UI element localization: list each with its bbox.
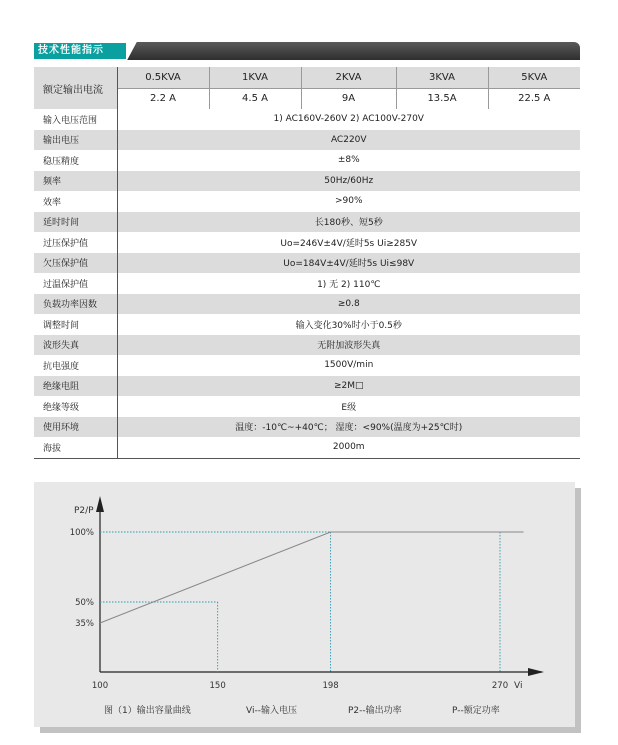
section-header-bar bbox=[122, 42, 580, 60]
row-label: 输入电压范围 bbox=[34, 109, 117, 130]
caption-p2: P2--输出功率 bbox=[348, 706, 402, 716]
current-cell: 9A bbox=[301, 88, 396, 109]
caption-p: P--额定功率 bbox=[452, 706, 500, 716]
row-label: 海拔 bbox=[34, 437, 117, 458]
table-row bbox=[34, 273, 580, 294]
spec-table bbox=[34, 67, 580, 459]
header-label: 额定输出电流 bbox=[34, 67, 117, 109]
row-value: 1500V/min bbox=[117, 355, 580, 376]
section-title: 技术性能指示 bbox=[34, 43, 126, 59]
row-label: 波形失真 bbox=[34, 335, 117, 356]
row-value: 50Hz/60Hz bbox=[117, 171, 580, 192]
table-row bbox=[34, 314, 580, 335]
capacity-cell: 2KVA bbox=[301, 67, 396, 88]
row-value: 1) AC160V-260V 2) AC100V-270V bbox=[117, 109, 580, 130]
table-row bbox=[34, 396, 580, 417]
table-row bbox=[34, 130, 580, 151]
x-axis-label: Vi bbox=[514, 681, 523, 691]
row-value: Uo=246V±4V/延时5s Ui≥285V bbox=[117, 232, 580, 253]
caption-figure: 图（1）输出容量曲线 bbox=[104, 706, 191, 716]
x-axis-arrow bbox=[528, 668, 544, 676]
capacity-cell: 5KVA bbox=[488, 67, 580, 88]
y-tick-label: 50% bbox=[75, 598, 94, 608]
row-label: 抗电强度 bbox=[34, 355, 117, 376]
row-value: ≥2M□ bbox=[117, 376, 580, 397]
table-row bbox=[34, 253, 580, 274]
table-row bbox=[34, 232, 580, 253]
table-row bbox=[34, 109, 580, 130]
y-tick-label: 35% bbox=[75, 619, 94, 629]
table-row bbox=[34, 294, 580, 315]
x-tick-label: 100 bbox=[91, 681, 109, 691]
capacity-cell: 1KVA bbox=[209, 67, 301, 88]
table-row bbox=[34, 212, 580, 233]
current-cell: 22.5 A bbox=[488, 88, 580, 109]
capacity-curve bbox=[100, 532, 524, 623]
table-row bbox=[34, 376, 580, 397]
row-value: Uo=184V±4V/延时5s Ui≤98V bbox=[117, 253, 580, 274]
capacity-cell: 0.5KVA bbox=[117, 67, 209, 88]
table-row bbox=[34, 150, 580, 171]
x-tick-label: 150 bbox=[209, 681, 226, 691]
row-value: 无附加波形失真 bbox=[117, 335, 580, 356]
output-capacity-chart bbox=[34, 482, 575, 727]
current-cell: 4.5 A bbox=[209, 88, 301, 109]
row-value: 长180秒、短5秒 bbox=[117, 212, 580, 233]
current-cell: 13.5A bbox=[396, 88, 488, 109]
row-label: 使用环境 bbox=[34, 417, 117, 438]
row-value: ±8% bbox=[117, 150, 580, 171]
row-value: AC220V bbox=[117, 130, 580, 151]
table-row bbox=[34, 437, 580, 458]
row-value: 输入变化30%时小于0.5秒 bbox=[117, 314, 580, 335]
row-value: 温度：-10℃~+40℃； 湿度：<90%(温度为+25℃时) bbox=[117, 417, 580, 438]
y-axis-arrow bbox=[96, 496, 104, 512]
row-label: 负载功率因数 bbox=[34, 294, 117, 315]
row-label: 绝缘等级 bbox=[34, 396, 117, 417]
row-value: 1) 无 2) 110℃ bbox=[117, 273, 580, 294]
row-value: ≥0.8 bbox=[117, 294, 580, 315]
row-value: 2000m bbox=[117, 437, 580, 458]
row-label: 欠压保护值 bbox=[34, 253, 117, 274]
x-tick-label: 198 bbox=[322, 681, 339, 691]
row-label: 频率 bbox=[34, 171, 117, 192]
row-label: 效率 bbox=[34, 191, 117, 212]
row-label: 延时时间 bbox=[34, 212, 117, 233]
row-label: 调整时间 bbox=[34, 314, 117, 335]
caption-vi: Vi--输入电压 bbox=[246, 706, 297, 716]
row-value: E级 bbox=[117, 396, 580, 417]
row-label: 过温保护值 bbox=[34, 273, 117, 294]
y-axis-label: P2/P bbox=[74, 506, 94, 516]
y-tick-label: 100% bbox=[69, 528, 94, 538]
row-label: 过压保护值 bbox=[34, 232, 117, 253]
table-row bbox=[34, 355, 580, 376]
table-row bbox=[34, 417, 580, 438]
row-value: >90% bbox=[117, 191, 580, 212]
table-row bbox=[34, 191, 580, 212]
row-label: 绝缘电阻 bbox=[34, 376, 117, 397]
table-row bbox=[34, 335, 580, 356]
current-cell: 2.2 A bbox=[117, 88, 209, 109]
x-tick-label: 270 bbox=[491, 681, 509, 691]
capacity-cell: 3KVA bbox=[396, 67, 488, 88]
row-label: 稳压精度 bbox=[34, 150, 117, 171]
row-label: 输出电压 bbox=[34, 130, 117, 151]
table-row bbox=[34, 171, 580, 192]
